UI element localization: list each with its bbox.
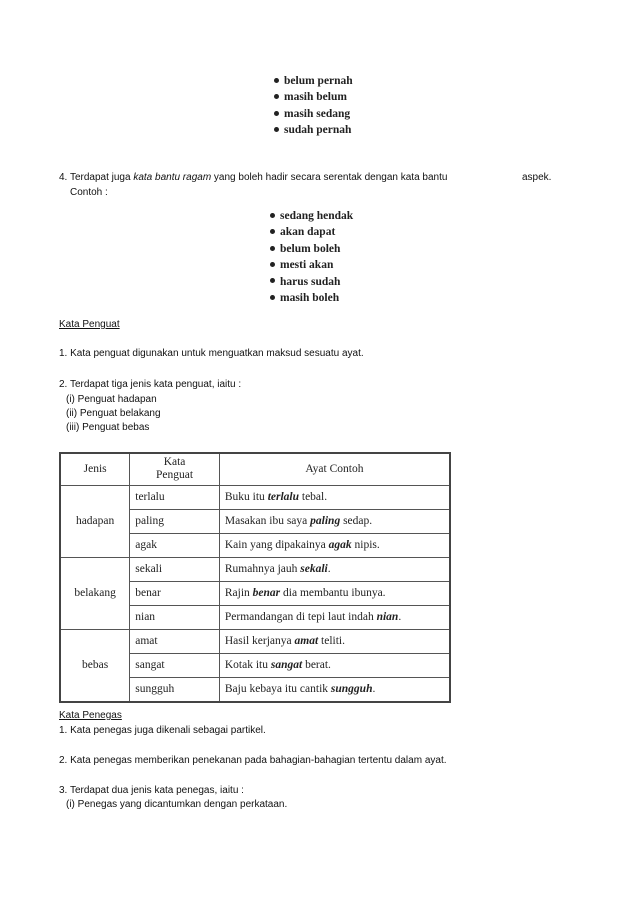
list-item: masih belum [274, 89, 353, 105]
ragam-bullet-list [270, 208, 353, 306]
example-cell: Rumahnya jauh sekali. [219, 557, 450, 581]
group-cell: hadapan [60, 485, 130, 557]
penguat-type: (ii) Penguat belakang [66, 408, 161, 419]
bullet-icon [274, 127, 279, 132]
bullet-icon [270, 262, 275, 267]
kata-cell: terlalu [130, 485, 220, 509]
point-4-end: aspek. [522, 172, 552, 183]
section-heading-penguat: Kata Penguat [59, 319, 120, 330]
bullet-icon [274, 94, 279, 99]
example-cell: Rajin benar dia membantu ibunya. [219, 581, 450, 605]
example-cell: Masakan ibu saya paling sedap. [219, 509, 450, 533]
list-item: sudah pernah [274, 122, 353, 138]
column-header: Jenis [60, 453, 130, 485]
list-item: harus sudah [270, 274, 353, 290]
group-cell: belakang [60, 557, 130, 629]
example-cell: Hasil kerjanya amat teliti. [219, 629, 450, 653]
kata-cell: sekali [130, 557, 220, 581]
penegas-type: (i) Penegas yang dicantumkan dengan perkataan. [66, 799, 288, 810]
contoh-label: Contoh : [70, 187, 108, 198]
penegas-point-2: 2. Kata penegas memberikan penekanan pada bahagian-bahagian tertentu dalam ayat. [59, 755, 447, 766]
bullet-icon [270, 213, 275, 218]
list-item: akan dapat [270, 224, 353, 240]
table-row [60, 485, 450, 509]
kata-cell: agak [130, 533, 220, 557]
aspek-bullet-list [274, 73, 353, 139]
bullet-icon [274, 78, 279, 83]
penguat-point-2: 2. Terdapat tiga jenis kata penguat, iaitu : [59, 379, 242, 390]
kata-cell: sungguh [130, 677, 220, 702]
bullet-icon [270, 229, 275, 234]
list-item: sedang hendak [270, 208, 353, 224]
kata-penguat-table [59, 452, 451, 703]
bullet-icon [270, 246, 275, 251]
kata-cell: sangat [130, 653, 220, 677]
example-cell: Kotak itu sangat berat. [219, 653, 450, 677]
example-cell: Kain yang dipakainya agak nipis. [219, 533, 450, 557]
penguat-point-1: 1. Kata penguat digunakan untuk menguatkan maksud sesuatu ayat. [59, 348, 364, 359]
example-cell: Baju kebaya itu cantik sungguh. [219, 677, 450, 702]
table-row [60, 629, 450, 653]
example-cell: Permandangan di tepi laut indah nian. [219, 605, 450, 629]
bullet-icon [274, 111, 279, 116]
kata-cell: paling [130, 509, 220, 533]
example-cell: Buku itu terlalu tebal. [219, 485, 450, 509]
bullet-icon [270, 295, 275, 300]
penegas-point-3: 3. Terdapat dua jenis kata penegas, iaitu : [59, 785, 244, 796]
bullet-icon [270, 278, 275, 283]
point-4-text: 4. Terdapat juga kata bantu ragam yang boleh hadir secara serentak dengan kata bantu [59, 172, 448, 183]
column-header: Ayat Contoh [219, 453, 450, 485]
penguat-type: (iii) Penguat bebas [66, 422, 150, 433]
list-item: belum pernah [274, 73, 353, 89]
kata-cell: amat [130, 629, 220, 653]
table-row [60, 557, 450, 581]
list-item: mesti akan [270, 257, 353, 273]
kata-cell: nian [130, 605, 220, 629]
column-header: Kata Penguat [130, 453, 220, 485]
penegas-point-1: 1. Kata penegas juga dikenali sebagai partikel. [59, 725, 266, 736]
list-item: masih boleh [270, 290, 353, 306]
group-cell: bebas [60, 629, 130, 702]
list-item: masih sedang [274, 106, 353, 122]
kata-cell: benar [130, 581, 220, 605]
table-header-row [60, 453, 450, 485]
section-heading-penegas: Kata Penegas [59, 710, 122, 721]
penguat-type: (i) Penguat hadapan [66, 394, 157, 405]
list-item: belum boleh [270, 241, 353, 257]
